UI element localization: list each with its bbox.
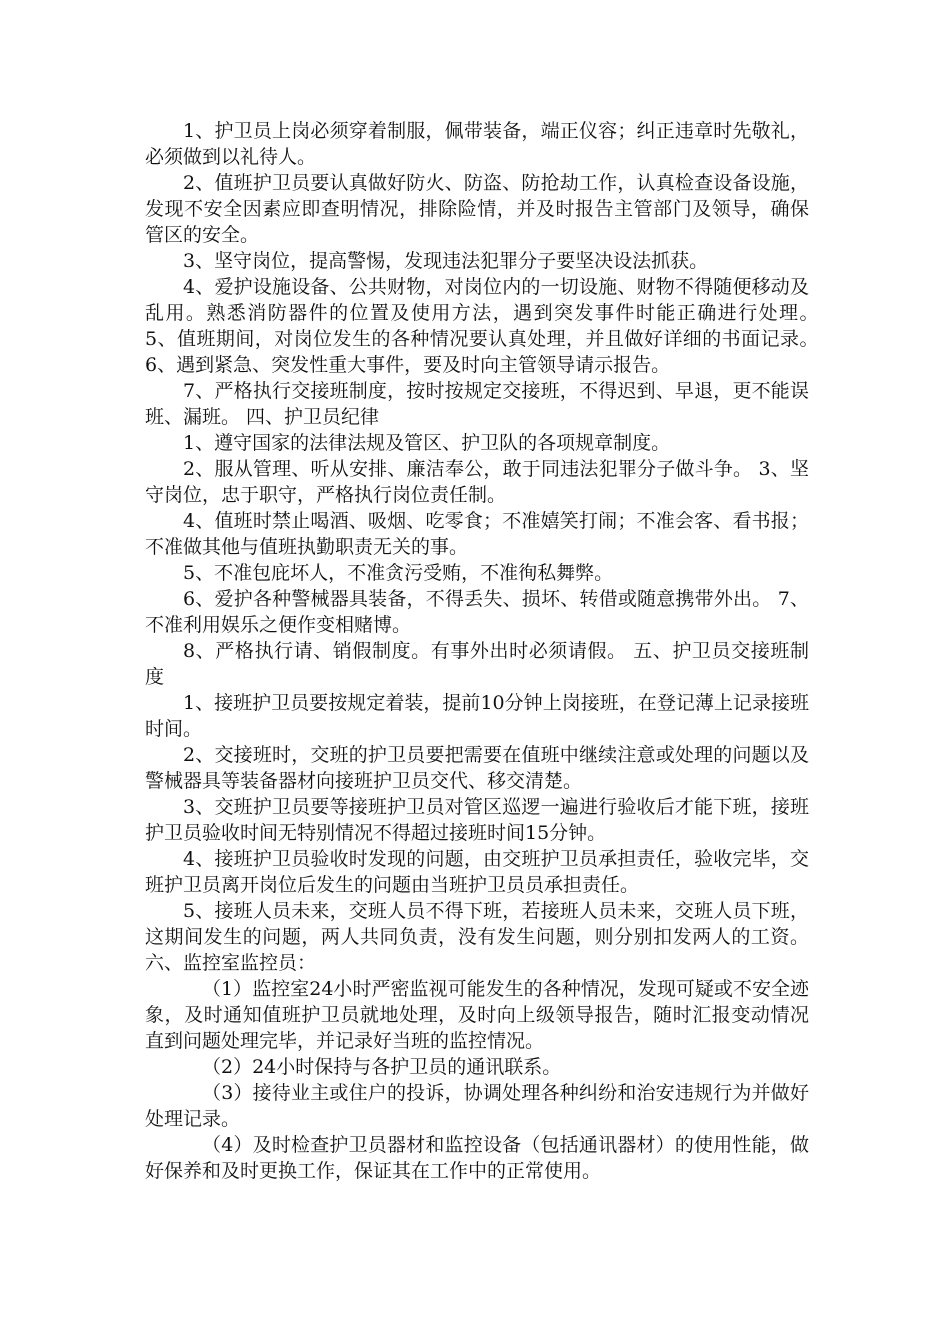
document-body [145, 118, 829, 1184]
paragraph-15: 4、接班护卫员验收时发现的问题，由交班护卫员承担责任，验收完毕，交班护卫员离开岗位后发生的问题由当班护卫员员承担责任。 [145, 848, 809, 896]
paragraph-13: 2、交接班时，交班的护卫员要把需要在值班中继续注意或处理的问题以及警械器具等装备器材向接班护卫员交代、移交清楚。 [145, 744, 809, 792]
paragraph-2: 2、值班护卫员要认真做好防火、防盗、防抢劫工作，认真检查设备设施，发现不安全因素应即查明情况，排除险情，并及时报告主管部门及领导，确保管区的安全。 [145, 172, 809, 246]
paragraph-20: （4）及时检查护卫员器材和监控设备（包括通讯器材）的使用性能，做好保养和及时更换工作，保证其在工作中的正常使用。 [145, 1134, 809, 1182]
paragraph-19: （3）接待业主或住户的投诉，协调处理各种纠纷和治安违规行为并做好处理记录。 [145, 1082, 809, 1130]
paragraph-9: 5、不准包庇坏人，不准贪污受贿，不准徇私舞弊。 [183, 562, 614, 584]
paragraph-11: 8、严格执行请、销假制度。有事外出时必须请假。 五、护卫员交接班制度 [145, 640, 809, 688]
paragraph-18: （2）24小时保持与各护卫员的通讯联系。 [202, 1056, 562, 1078]
paragraph-6: 1、遵守国家的法律法规及管区、护卫队的各项规章制度。 [183, 432, 671, 454]
paragraph-8: 4、值班时禁止喝酒、吸烟、吃零食；不准嬉笑打闹；不准会客、看书报；不准做其他与值班执勤职责无关的事。 [145, 510, 809, 558]
paragraph-4: 4、爱护设施设备、公共财物，对岗位内的一切设施、财物不得随便移动及乱用。熟悉消防器件的位置及使用方法，遇到突发事件时能正确进行处理。 5、值班期间，对岗位发生的各种情况要认真处理，并且做好详细的书面记录。 6、遇到紧急、突发性重大事件，要及时向主管领导请示报告。 [145, 276, 829, 376]
paragraph-14: 3、交班护卫员要等接班护卫员对管区巡逻一遍进行验收后才能下班，接班护卫员验收时间无特别情况不得超过接班时间15分钟。 [145, 796, 809, 844]
paragraph-17: （1）监控室24小时严密监视可能发生的各种情况，发现可疑或不安全迹象，及时通知值班护卫员就地处理，及时向上级领导报告，随时汇报变动情况直到问题处理完毕，并记录好当班的监控情况。 [145, 978, 809, 1052]
paragraph-5: 7、严格执行交接班制度，按时按规定交接班，不得迟到、早退，更不能误班、漏班。 四、护卫员纪律 [145, 380, 809, 428]
paragraph-12: 1、接班护卫员要按规定着装，提前10分钟上岗接班，在登记薄上记录接班时间。 [145, 692, 809, 740]
paragraph-3: 3、坚守岗位，提高警惕，发现违法犯罪分子要坚决设法抓获。 [183, 250, 709, 272]
paragraph-1: 1、护卫员上岗必须穿着制服，佩带装备，端正仪容；纠正违章时先敬礼，必须做到以礼待人。 [145, 120, 809, 168]
paragraph-10: 6、爱护各种警械器具装备，不得丢失、损坏、转借或随意携带外出。 7、不准利用娱乐之便作变相赌博。 [145, 588, 809, 636]
paragraph-7: 2、服从管理、听从安排、廉洁奉公，敢于同违法犯罪分子做斗争。 3、坚守岗位，忠于职守，严格执行岗位责任制。 [145, 458, 809, 506]
paragraph-16: 5、接班人员未来，交班人员不得下班，若接班人员未来，交班人员下班，这期间发生的问题，两人共同负责，没有发生问题，则分别扣发两人的工资。 六、监控室监控员： [145, 900, 809, 974]
